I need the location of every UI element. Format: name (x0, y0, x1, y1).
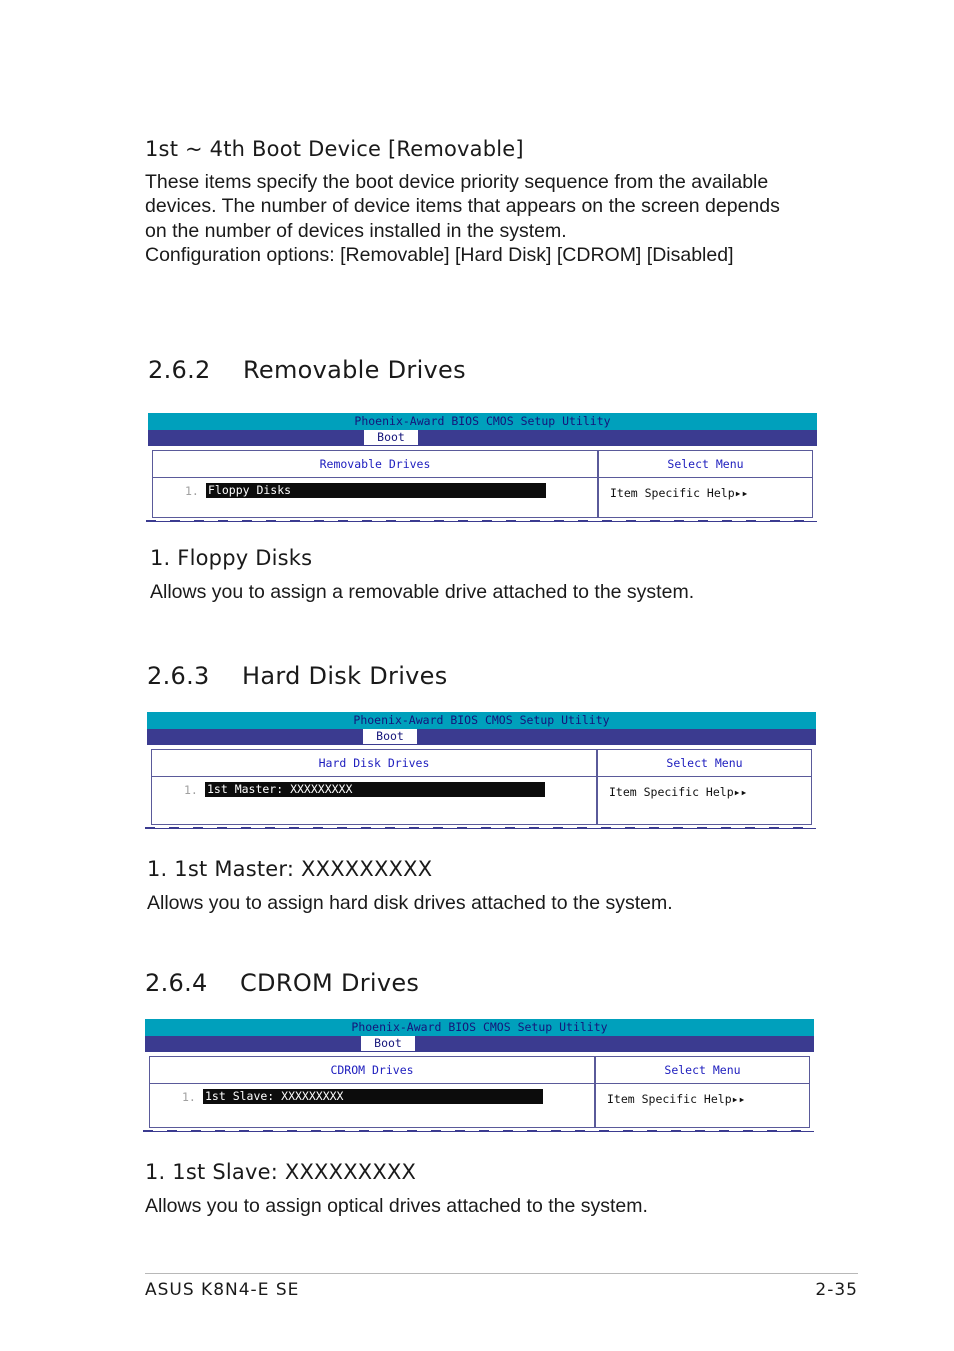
help-label: Item Specific Help (607, 1092, 732, 1106)
bios-tab-boot[interactable]: Boot (363, 729, 417, 744)
help-label: Item Specific Help (609, 785, 734, 799)
bios-help-panel (597, 749, 812, 825)
bios-menu-row[interactable] (152, 777, 596, 824)
item-heading-1st-master: 1. 1st Master: XXXXXXXXX (147, 857, 433, 881)
section-number: 2.6.3 (147, 662, 210, 690)
bios-screen-hard-disk-drives (147, 712, 816, 829)
section-number: 2.6.4 (145, 969, 208, 997)
footer-divider (145, 1273, 858, 1274)
item-description: Allows you to assign a removable drive attached to the system. (150, 581, 695, 603)
bios-screen-removable-drives (148, 413, 817, 522)
section-title: CDROM Drives (240, 969, 420, 997)
bios-bottom-line (143, 1131, 814, 1132)
bios-help-text (610, 486, 748, 500)
bios-item-panel (149, 1056, 595, 1128)
bios-tab-bar (145, 1036, 814, 1052)
bios-tab-bar (147, 729, 816, 745)
bios-help-header: Select Menu (596, 1057, 809, 1084)
bios-bottom-line (146, 521, 817, 522)
bios-row-number: 1. (185, 484, 199, 498)
description-line: Configuration options: [Removable] [Hard Disk] [CDROM] [Disabled] (145, 243, 734, 266)
footer-product-name: ASUS K8N4-E SE (145, 1280, 300, 1300)
boot-device-description (145, 170, 825, 267)
bios-item-panel (151, 749, 597, 825)
bios-selected-item[interactable]: 1st Slave: XXXXXXXXX (203, 1089, 543, 1104)
help-label: Item Specific Help (610, 486, 735, 500)
bios-body (145, 1052, 814, 1132)
bios-selected-item[interactable]: 1st Master: XXXXXXXXX (205, 782, 545, 797)
bios-help-row (598, 777, 811, 824)
item-description: Allows you to assign hard disk drives attached to the system. (147, 892, 673, 914)
double-arrow-icon: ▸▸ (731, 1092, 746, 1106)
section-number: 2.6.2 (148, 356, 211, 384)
bios-selected-item[interactable]: Floppy Disks (206, 483, 546, 498)
description-line: on the number of devices installed in the system. (145, 219, 567, 242)
bios-panel-header: Hard Disk Drives (152, 750, 596, 777)
description-line: These items specify the boot device priority sequence from the available (145, 171, 769, 193)
bios-title-bar: Phoenix-Award BIOS CMOS Setup Utility (145, 1019, 814, 1036)
bios-panel-header: CDROM Drives (150, 1057, 594, 1084)
bios-title-bar: Phoenix-Award BIOS CMOS Setup Utility (147, 712, 816, 729)
section-title: Hard Disk Drives (242, 662, 448, 690)
bios-help-panel (598, 450, 813, 518)
bios-body (147, 745, 816, 829)
description-line: devices. The number of device items that appears on the screen depends (145, 195, 780, 218)
double-arrow-icon: ▸▸ (733, 785, 748, 799)
bios-body (148, 446, 817, 522)
bios-tab-boot[interactable]: Boot (364, 430, 418, 445)
bios-bottom-line (145, 828, 816, 829)
section-heading-hard-disk-drives (147, 662, 448, 690)
bios-panel-header: Removable Drives (153, 451, 597, 478)
bios-menu-row[interactable] (153, 478, 597, 517)
bios-tab-boot[interactable]: Boot (361, 1036, 415, 1051)
item-heading-1st-slave: 1. 1st Slave: XXXXXXXXX (145, 1160, 417, 1184)
item-description: Allows you to assign optical drives attached to the system. (145, 1195, 648, 1217)
bios-row-number: 1. (182, 1090, 196, 1104)
section-heading-cdrom-drives (145, 969, 419, 997)
section-title: Removable Drives (243, 356, 466, 384)
item-heading-floppy-disks: 1. Floppy Disks (150, 546, 313, 570)
bios-help-header: Select Menu (599, 451, 812, 478)
bios-tab-bar (148, 430, 817, 446)
bios-help-text (607, 1092, 745, 1106)
double-arrow-icon: ▸▸ (734, 486, 749, 500)
bios-title-bar: Phoenix-Award BIOS CMOS Setup Utility (148, 413, 817, 430)
bios-row-number: 1. (184, 783, 198, 797)
bios-item-panel (152, 450, 598, 518)
bios-help-row (596, 1084, 809, 1127)
bios-menu-row[interactable] (150, 1084, 594, 1127)
bios-help-row (599, 478, 812, 517)
footer-page-number: 2-35 (815, 1280, 858, 1300)
bios-help-text (609, 785, 747, 799)
bios-screen-cdrom-drives (145, 1019, 814, 1132)
section-heading-removable-drives (148, 356, 466, 384)
bios-help-panel (595, 1056, 810, 1128)
bios-help-header: Select Menu (598, 750, 811, 777)
boot-device-heading: 1st ~ 4th Boot Device [Removable] (145, 137, 524, 161)
